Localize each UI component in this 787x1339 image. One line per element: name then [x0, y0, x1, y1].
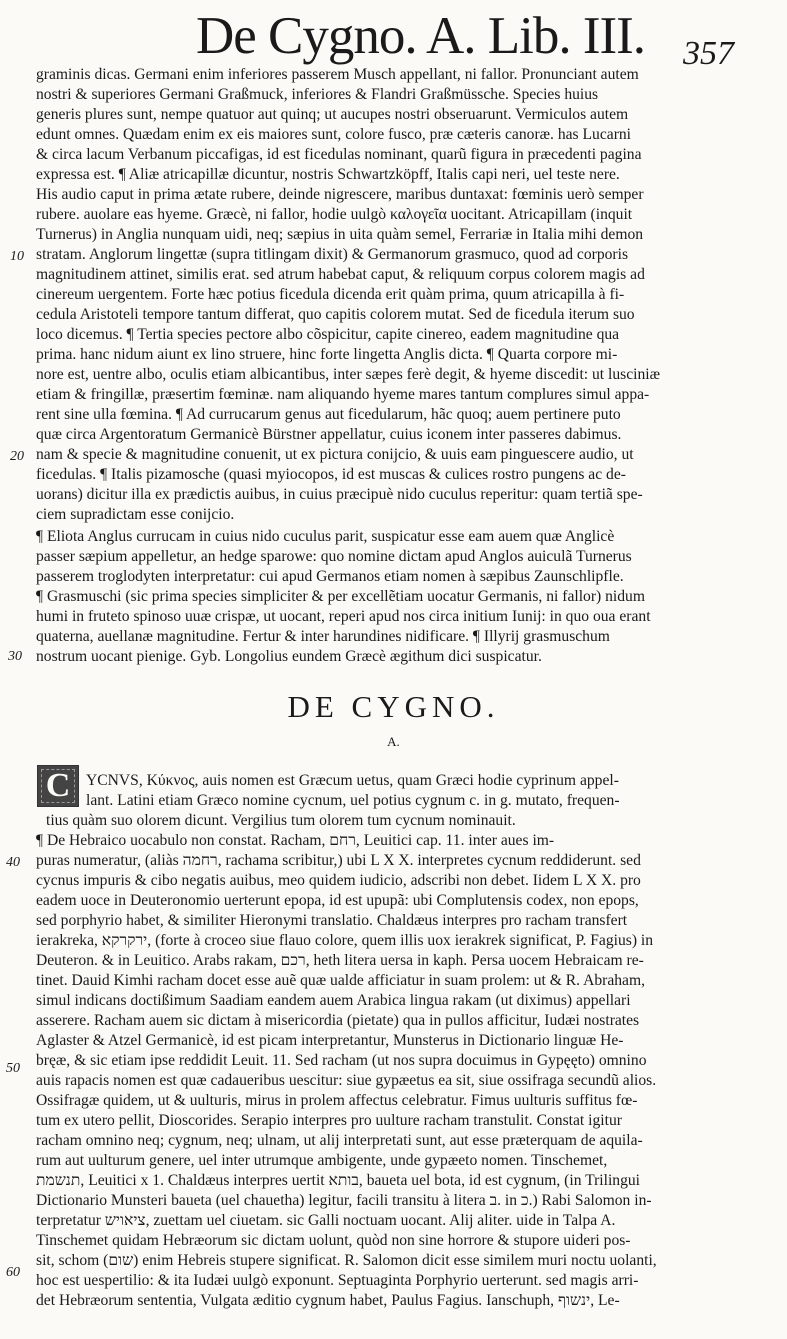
- text-line: humi in fruteto spinoso uuæ crispæ, ut uocant, reperi apud nos circa initium Iunij: in quo oua erant: [36, 608, 651, 625]
- text-line: terpretatur ציאויש, zuettam uel ciuetam. sic Galli noctuam uocant. Alij aliter. uide in Talpa A.: [36, 1212, 616, 1229]
- page-number: 357: [683, 35, 734, 72]
- text-line: passer sæpium appelletur, an hedge sparowe: quo nomine dictam apud Anglos auiculã Turnerus: [36, 548, 632, 565]
- text-line: rum aut uulturum genere, uel inter utrumque ambigente, unde gypæeto nomen. Tinschemet,: [36, 1152, 608, 1169]
- text-line: loco dicemus. ¶ Tertia species pectore albo cõspicitur, capite cinereo, eadem magnitudine qua: [36, 326, 620, 343]
- margin-line-number: 40: [6, 855, 20, 870]
- text-line: nore est, uentre albo, oculis etiam albicantibus, inter sæpes ferè degit, & hyeme discedit: ut lusciniæ: [36, 366, 661, 383]
- text-line: Tinschemet quidam Hebræorum sic dictam uolunt, quòd non sine horrore & stupore uideri pos-: [36, 1232, 631, 1249]
- text-line: lant. Latini etiam Græco nomine cycnum, uel potius cygnum c. in g. mutato, frequen-: [86, 792, 620, 809]
- text-line: [36, 1310, 770, 1331]
- text-line: His audio caput in prima ætate rubere, deinde nigrescere, maribus duntaxat: fœminis uerò semper: [36, 186, 644, 203]
- text-line: tinet. Dauid Kimhi racham docet esse auẽ quæ ualde afficiatur in suam prolem: ut & R. Abraham,: [36, 972, 646, 989]
- text-line: ¶ De Hebraico uocabulo non constat. Racham, רחם, Leuitici cap. 11. inter aues im-: [36, 832, 555, 849]
- text-line: hoc est uespertilio: & ita Iudæi uulgò exponunt. Septuaginta Porphyrio uerterunt. sed magis arri-: [36, 1272, 639, 1289]
- text-line: graminis dicas. Germani enim inferiores passerem Musch appellant, ni fallor. Pronunciant autem: [36, 66, 639, 83]
- text-line: simul indicans doctißimum Saadiam eandem auem Arabica lingua rakam (ut diximus) appellari: [36, 992, 631, 1009]
- text-line: racham omnino neq; cygnum, neq; ulnam, ut alij interpretati sunt, aut esse præterquam de aquila-: [36, 1132, 643, 1149]
- text-line: cinereum uergentem. Forte hæc potius ficedula dicenda erit quàm prima, quum atricapilla à fi-: [36, 286, 625, 303]
- text-line: bręæ, & sic etiam ipse reddidit Leuit. 11. Sed racham (ut nos supra docuimus in Gypęęto) omnino: [36, 1052, 647, 1069]
- text-line: nam & specie & magnitudine conuenit, ut ex pictura conijcio, & uuis eam pinguescere audio, ut: [36, 446, 634, 463]
- text-line: ciem supradictam esse conijcio.: [36, 506, 235, 523]
- text-line: Aglaster & Atzel Germanicè, id est picam interpretantur, Munsterus in Dictionario linguæ He-: [36, 1032, 624, 1049]
- text-line: etiam & fringillæ, præsertim fœminæ. nam aliquando hyeme mares tantum complures simul appa-: [36, 386, 650, 403]
- text-line: Ossifragæ quidem, ut & uulturis, mirus in prolem affectus celebratur. Fimus uulturis suffitus fœ-: [36, 1092, 638, 1109]
- text-line: nostrum uocant pienige. Gyb. Longolius eundem Græcè ægithum dici suspicatur.: [36, 648, 542, 665]
- text-line: expressa est. ¶ Aliæ atricapillæ dicuntur, nostris Schwartzköpff, Italis capi neri, uel teste nere.: [36, 166, 620, 183]
- text-line: ¶ Eliota Anglus currucam in cuius nido cuculus parit, suspicatur esse eam auem quæ Anglicè: [36, 528, 615, 545]
- text-line: edunt omnes. Quædam enim ex eis maiores sunt, colore fusco, præ cæteris canoræ. has Lucarni: [36, 126, 632, 143]
- text-line: ¶ Grasmuschi (sic prima species simpliciter & per excellẽtiam uocatur Germanis, ni fallor) nidum: [36, 588, 645, 605]
- text-line: rubere. auolare eas hyeme. Græcè, ni fallor, hodie uulgò καλογεῖα uocitant. Atricapillam (inquit: [36, 206, 633, 223]
- text-line: Turnerus) in Anglia nunquam uidi, neq; sæpius in uita quàm semel, Ferrariæ in Italia mihi demon: [36, 226, 644, 243]
- text-line: quæ circa Argentoratum Germanicè Bürstner appellatur, cuius iconem inter passeres dabimus.: [36, 426, 622, 443]
- margin-line-number: 30: [8, 649, 22, 664]
- text-line: uorans) dicitur illa ex prædictis auibus, in cuius præcipuè nido cuculus reperitur: quam tertiã spe-: [36, 486, 643, 503]
- text-line: generis plures sunt, nempe quatuor aut quinq; ut aucupes nostri obseruarunt. Vermiculos autem: [36, 106, 629, 123]
- text-line: cycnus impuris & cibo negatis auibus, meo quidem iudicio, adscribi non debet. Iidem L X X. pro: [36, 872, 641, 889]
- decorated-initial-letter: C: [37, 765, 79, 807]
- text-line: tius quàm suo olorem dicunt. Vergilius tum olorem tum cycnum nominauit.: [46, 812, 516, 829]
- text-line: & circa lacum Verbanum piccafigas, id est ficedulas nominant, quarũ figura in præcedenti pagina: [36, 146, 642, 163]
- text-line: sit, schom (שום) enim Hebreis stupere significat. R. Salomon dicit esse similem muri noctu uolanti,: [36, 1252, 657, 1269]
- section-heading: DE CYGNO.: [287, 689, 500, 724]
- text-line: prima. hanc nidum aiunt ex lino struere, hinc forte lingetta Anglis dicta. ¶ Quarta corpore mi-: [36, 346, 618, 363]
- running-title: De Cygno. A. Lib. III.: [196, 7, 646, 65]
- text-line: rent sine ulla fœmina. ¶ Ad currucarum genus aut ficedularum, hãc quoq; auem pertinere puto: [36, 406, 621, 423]
- margin-line-number: 60: [6, 1265, 20, 1280]
- text-line: passerem troglodyten interpretatur: cui apud Germanos etiam nomen à sæpibus Zaunschlipfle.: [36, 568, 624, 585]
- text-line: auis rapacis nomen est quæ cadaueribus uescitur: siue gypæetus ea sit, siue ossifraga secundũ alios.: [36, 1072, 657, 1089]
- text-line: det Hebræorum sententia, Vulgata æditio cygnum habet, Paulus Fagius. Ianschuph, ינשוף, Le-: [36, 1292, 620, 1309]
- margin-line-number: 20: [10, 449, 24, 464]
- section-subheading: A.: [387, 734, 400, 749]
- text-line: ficedulas. ¶ Italis pizamosche (quasi myiocopos, id est muscas & culices rostro pungens ac de-: [36, 466, 626, 483]
- text-line: Deuteron. & in Leuitico. Arabs rakam, רכם, heth litera uersa in kaph. Persa uocem Hebraicam re-: [36, 952, 644, 969]
- text-line: ierakreka, ירקרקא, (forte à croceo siue flauo colore, quem illis uox ierakrek significat, P. Fagius) in: [36, 932, 654, 949]
- text-line: Dictionario Munsteri baueta (uel chauetha) legitur, facili transitu à litera ב. in כ.) Rabi Salomon in-: [36, 1192, 652, 1209]
- text-line: cedula Aristoteli tempore tantum differat, quo capitis colorem mutat. Sed de ficedula iterum suo: [36, 306, 635, 323]
- margin-line-number: 50: [6, 1061, 20, 1076]
- text-line: stratam. Anglorum lingettæ (supra titlingam dixit) & Germanorum grasmuco, quod ad corporis: [36, 246, 629, 263]
- margin-line-number: 10: [10, 249, 24, 264]
- text-line: puras numeratur, (aliàs רחמה, rachama scribitur,) ubi L X X. interpretes cycnum reddiderunt. sed: [36, 852, 641, 869]
- page-header: [0, 0, 787, 72]
- text-line: tum ex utero pellit, Dioscorides. Serapio interpres pro uulture racham transtulit. Constat igitur: [36, 1112, 622, 1129]
- text-line: quaterna, auellanæ magnitudine. Fertur & inter harundines nidificare. ¶ Illyrij grasmuschum: [36, 628, 610, 645]
- text-line: sed porphyrio habet, & similiter Hieronymi translatio. Chaldæus interpres pro racham transfert: [36, 912, 628, 929]
- text-line: asserere. Racham auem sic dictam à misericordia (pietate) qua in pullos afficitur, Iudæi nostrates: [36, 1012, 640, 1029]
- text-line: תנשמת, Leuitici x 1. Chaldæus interpres uertit בותא, baueta uel bota, id est cygnum, (in Trilingui: [36, 1172, 641, 1189]
- text-line: nostri & superiores Germani Graßmuck, inferiores & Flandri Graßmüssche. Species huius: [36, 86, 599, 103]
- text-line: eadem uoce in Deuteronomio uerterunt epopa, id est upupã: ubi Complutensis codex, non epops,: [36, 892, 639, 909]
- text-line: magnitudinem attinet, similis erat. sed atrum habebat caput, & reliquum corpus colorem magis ad: [36, 266, 645, 283]
- text-line: YCNVS, Κύκνος, auis nomen est Græcum uetus, quam Græci hodie cyprinum appel-: [86, 772, 619, 789]
